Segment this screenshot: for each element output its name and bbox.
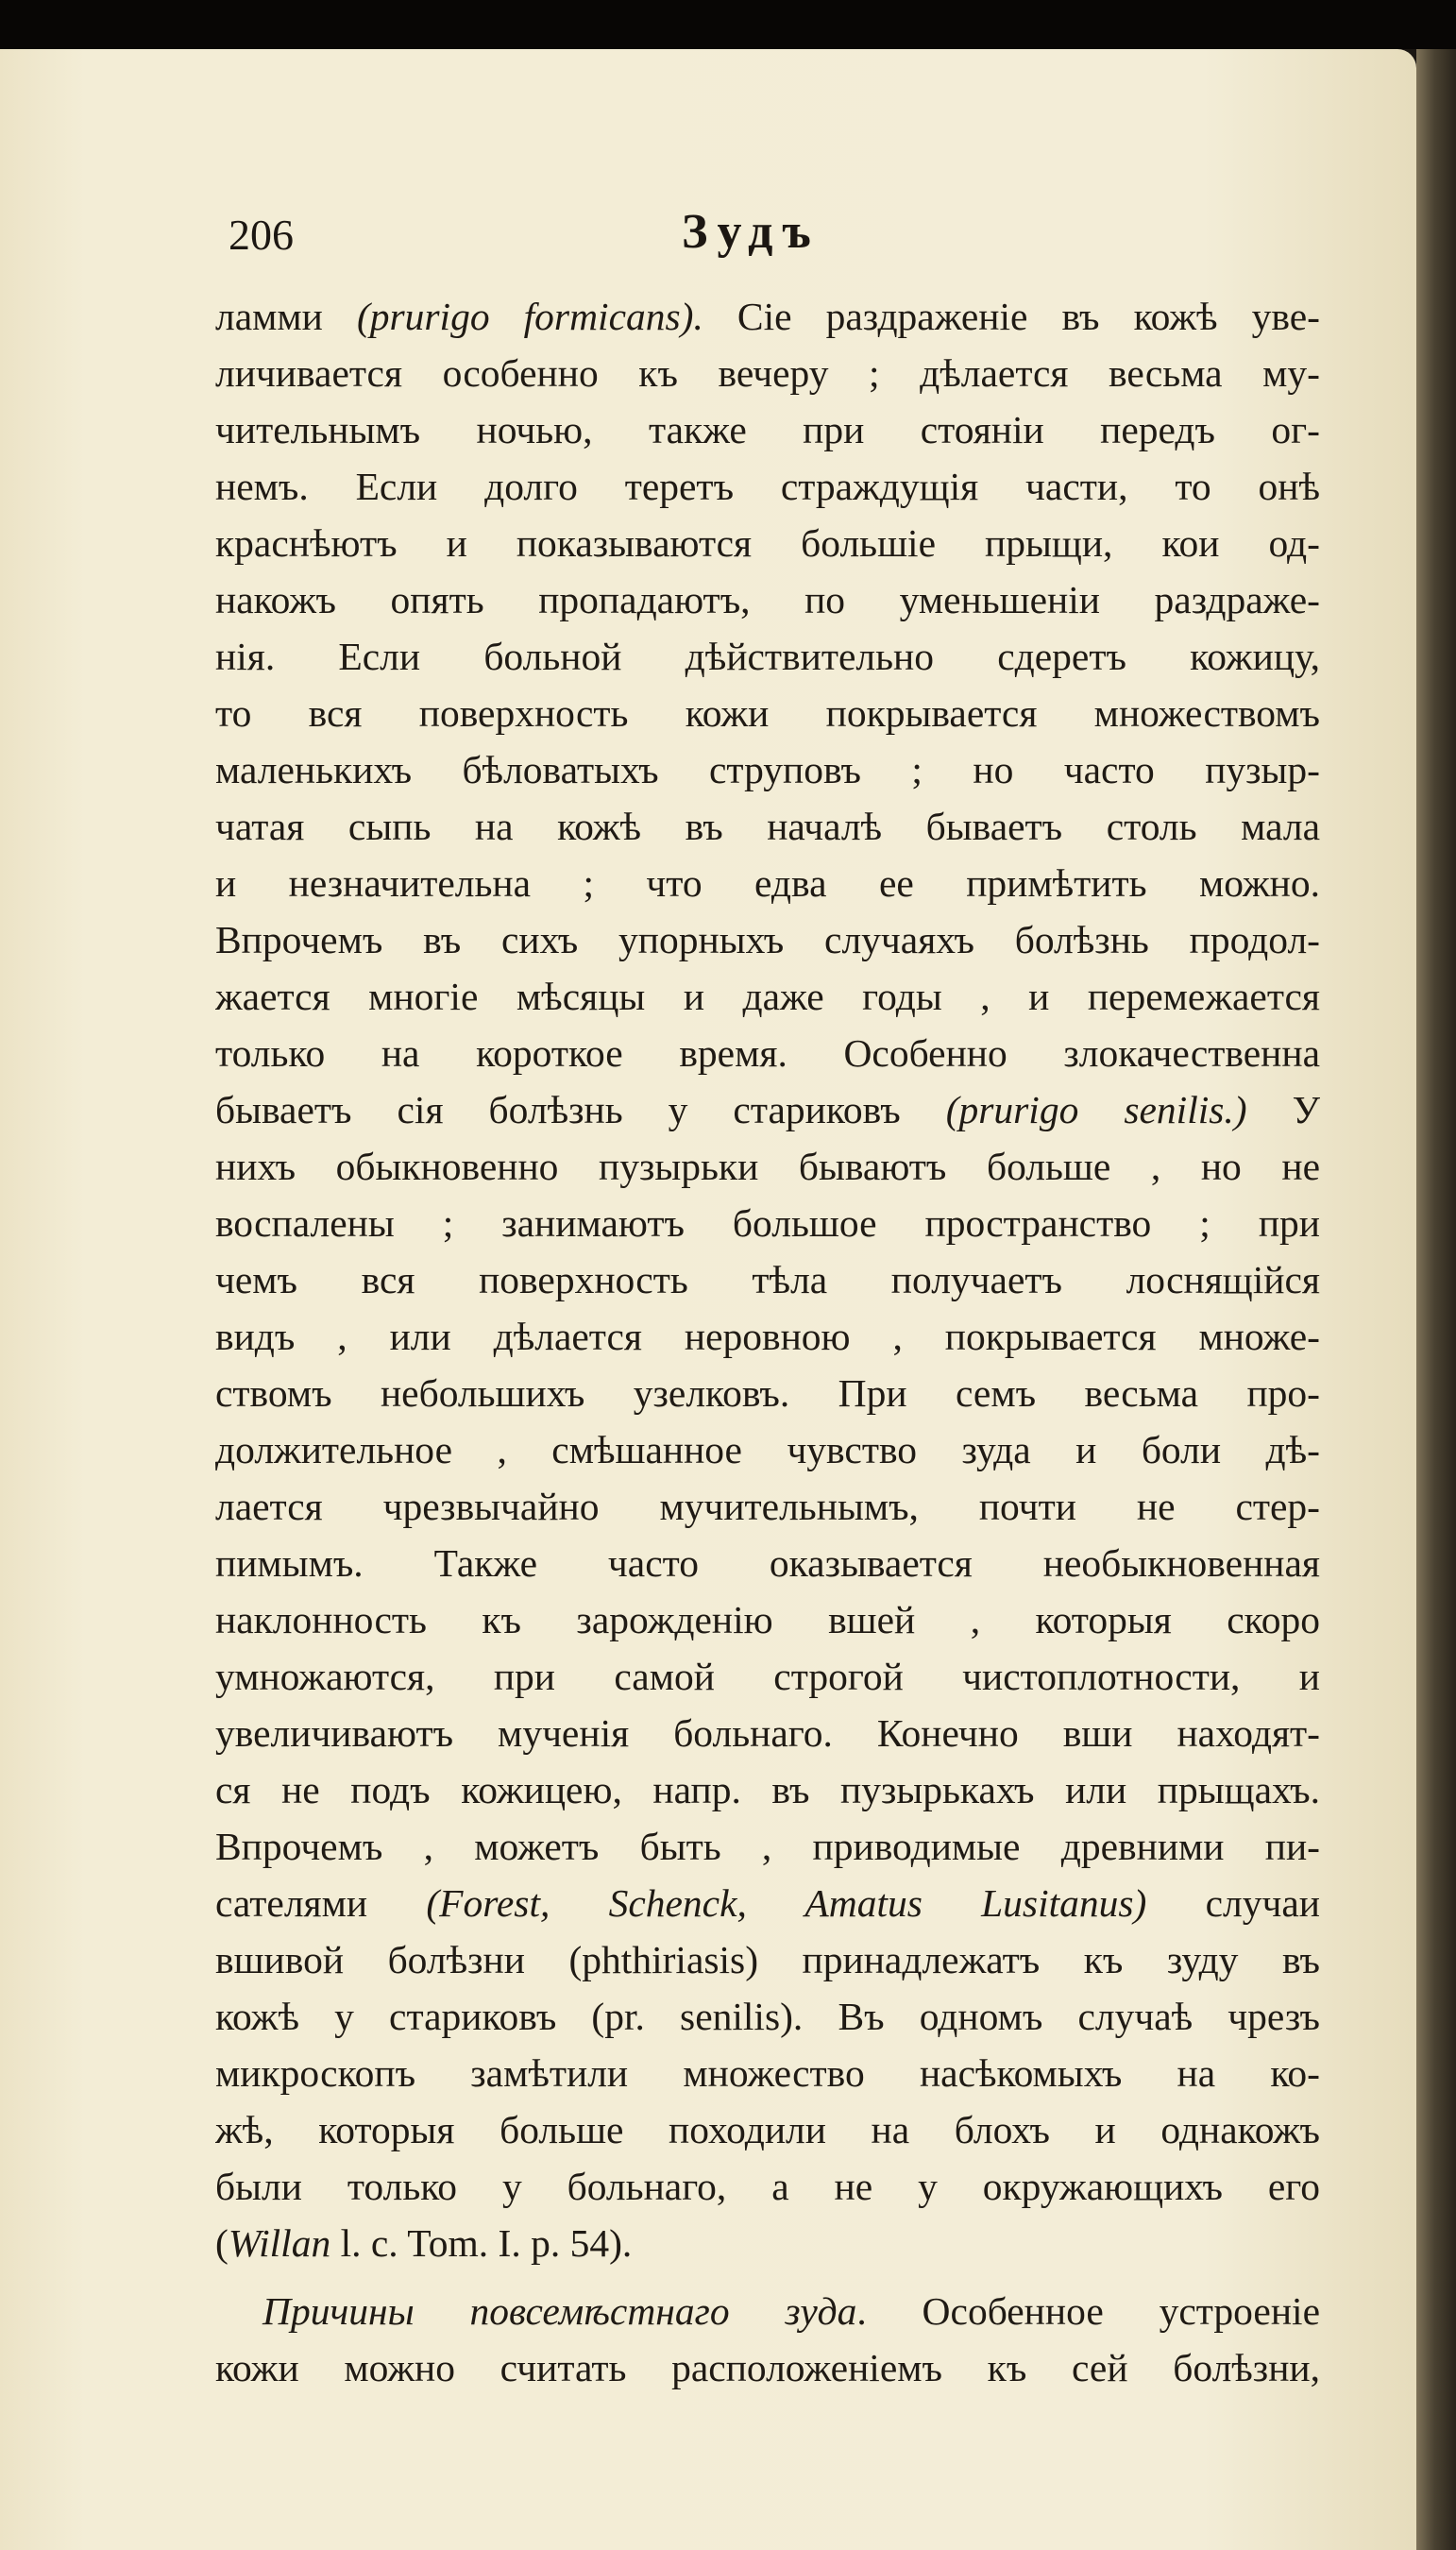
text-segment: сателями [215, 1881, 427, 1925]
text-line [215, 1308, 1320, 1365]
text-segment: личивается особенно къ вечеру ; дѣлается весьма му- [215, 351, 1320, 395]
text-segment: чительнымъ ночью, также при стояніи передъ ог- [215, 408, 1320, 451]
text-segment: Впрочемъ въ сихъ упорныхъ случаяхъ болѣзнь продол- [215, 918, 1320, 961]
text-segment: увеличиваютъ мученія больнаго. Конечно вши находят- [215, 1711, 1320, 1755]
text-segment: ся не подъ кожицею, напр. въ пузырькахъ или прыщахъ. [215, 1768, 1320, 1811]
text-segment: воспалены ; занимаютъ большое пространство ; при [215, 1201, 1320, 1245]
text-line [215, 741, 1320, 798]
text-segment: бываетъ сія болѣзнь у стариковъ [215, 1088, 946, 1131]
text-segment: ствомъ небольшихъ узелковъ. При семъ весьма про- [215, 1371, 1320, 1415]
text-segment: немъ. Если долго теретъ страждущія части, то онѣ [215, 465, 1320, 508]
italic-text: (Forest, Schenck, Amatus Lusitanus) [426, 1881, 1147, 1925]
text-line [215, 1081, 1320, 1138]
text-segment: должительное , смѣшанное чувство зуда и боли дѣ- [215, 1428, 1320, 1471]
text-line [215, 515, 1320, 571]
text-segment: ламми [215, 295, 357, 338]
text-segment: . Особенное устроеніе [856, 2289, 1320, 2333]
text-segment: чатая сыпь на кожѣ въ началѣ бываетъ столь мала [215, 805, 1320, 848]
italic-text: (prurigo formicans). [356, 295, 703, 338]
text-line [215, 1138, 1320, 1195]
text-line [215, 968, 1320, 1025]
text-line [215, 345, 1320, 401]
text-segment: микроскопъ замѣтили множество насѣкомыхъ на ко- [215, 2051, 1320, 2095]
text-segment: лается чрезвычайно мучительнымъ, почти не стер- [215, 1485, 1320, 1528]
text-line [215, 1761, 1320, 1818]
text-segment: пимымъ. Также часто оказывается необыкновенная [215, 1541, 1320, 1585]
text-line [215, 1365, 1320, 1421]
text-line [215, 1818, 1320, 1875]
text-line [215, 628, 1320, 685]
text-line [215, 571, 1320, 628]
text-line [215, 1025, 1320, 1081]
page-edge-shadow [1416, 49, 1456, 2550]
text-segment: У [1246, 1088, 1320, 1131]
text-segment: маленькихъ бѣловатыхъ струповъ ; но часто пузыр- [215, 748, 1320, 791]
text-line [215, 855, 1320, 911]
text-line [215, 685, 1320, 741]
text-line [215, 1591, 1320, 1648]
text-line [215, 1931, 1320, 1988]
body-text [215, 288, 1320, 2396]
text-segment: ( [215, 2221, 229, 2265]
text-line [215, 458, 1320, 515]
text-line [215, 2215, 1320, 2271]
text-line [215, 2283, 1320, 2339]
page-number: 206 [229, 211, 294, 259]
text-segment: только на короткое время. Особенно злокачественна [215, 1031, 1320, 1075]
text-segment: нія. Если больной дѣйствительно сдеретъ кожицу, [215, 635, 1320, 678]
text-segment: Сіе раздраженіе въ кожѣ уве- [703, 295, 1320, 338]
text-segment: видъ , или дѣлается неровною , покрывается множе- [215, 1315, 1320, 1358]
text-line [215, 1705, 1320, 1761]
text-line [215, 401, 1320, 458]
text-line [215, 288, 1320, 345]
text-line [215, 1421, 1320, 1478]
running-head: Зудъ [682, 205, 821, 259]
text-line [215, 798, 1320, 855]
text-segment: жается многіе мѣсяцы и даже годы , и перемежается [215, 975, 1320, 1018]
text-segment: были только у больнаго, а не у окружающихъ его [215, 2165, 1320, 2208]
italic-text: (prurigo senilis.) [945, 1088, 1247, 1131]
page-header [229, 205, 1314, 276]
text-segment: наклонность къ зарожденію вшей , которыя скоро [215, 1598, 1320, 1641]
text-line [215, 911, 1320, 968]
text-segment: кожи можно считать расположеніемъ къ сей болѣзни, [215, 2346, 1320, 2389]
text-line [215, 1875, 1320, 1931]
text-segment: краснѣютъ и показываются большіе прыщи, кои од- [215, 521, 1320, 565]
text-line [215, 1478, 1320, 1535]
italic-text: Willan [228, 2221, 331, 2265]
text-line [215, 2101, 1320, 2158]
text-line [215, 1648, 1320, 1705]
text-line [215, 1535, 1320, 1591]
text-line [215, 2339, 1320, 2396]
scan-top-border [0, 0, 1456, 49]
italic-text: Причины повсемѣстнаго зуда [262, 2289, 857, 2333]
text-segment: нихъ обыкновенно пузырьки бываютъ больше , но не [215, 1145, 1320, 1188]
text-segment: накожъ опять пропадаютъ, по уменьшеніи раздраже- [215, 578, 1320, 621]
text-segment: Впрочемъ , можетъ быть , приводимые древними пи- [215, 1825, 1320, 1868]
text-line [215, 1251, 1320, 1308]
text-segment: случаи [1146, 1881, 1320, 1925]
text-segment: умножаются, при самой строгой чистоплотности, и [215, 1655, 1320, 1698]
text-segment: l. c. Tom. I. p. 54). [330, 2221, 633, 2265]
text-segment: вшивой болѣзни (phthiriasis) принадлежатъ къ зуду въ [215, 1938, 1320, 1981]
paragraph-gap [215, 2271, 1320, 2283]
text-line [215, 1988, 1320, 2045]
text-segment: и незначительна ; что едва ее примѣтить можно. [215, 861, 1320, 905]
text-segment: жѣ, которыя больше походили на блохъ и однакожъ [215, 2108, 1320, 2151]
text-segment: кожѣ у стариковъ (pr. senilis). Въ одномъ случаѣ чрезъ [215, 1995, 1320, 2038]
text-line [215, 2158, 1320, 2215]
text-segment: чемъ вся поверхность тѣла получаетъ лоснящійся [215, 1258, 1320, 1301]
text-line [215, 1195, 1320, 1251]
text-line [215, 2045, 1320, 2101]
text-segment: то вся поверхность кожи покрывается множествомъ [215, 691, 1320, 735]
